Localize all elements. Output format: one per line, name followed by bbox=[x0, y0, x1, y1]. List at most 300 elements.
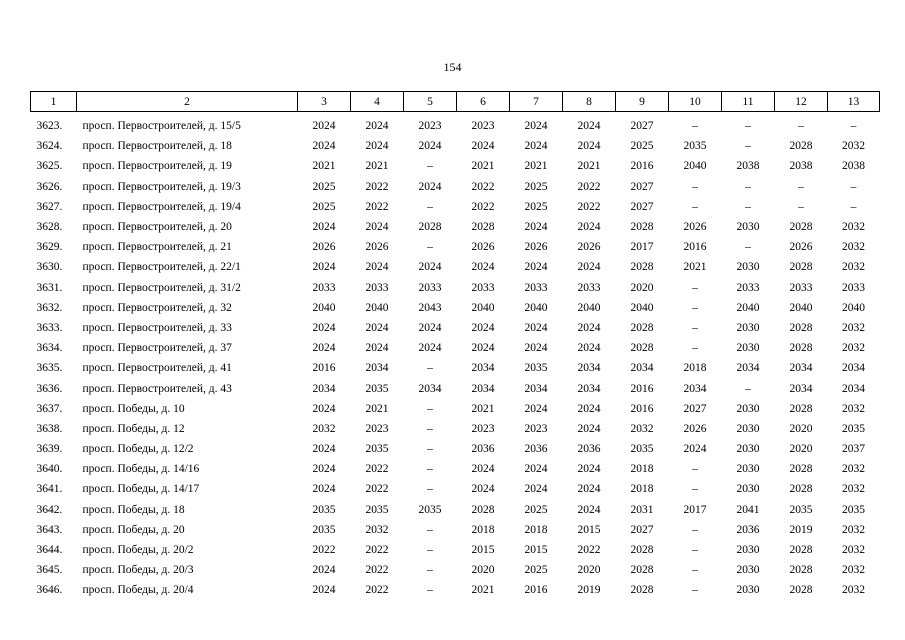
table-row bbox=[31, 112, 880, 137]
year-cell: 2028 bbox=[789, 463, 813, 476]
table-row bbox=[31, 197, 880, 217]
table-row bbox=[31, 580, 880, 600]
address-cell: просп. Первостроителей, д. 41 bbox=[82, 362, 232, 375]
year-cell: 2035 bbox=[418, 503, 442, 516]
year-cell: 2028 bbox=[630, 544, 654, 557]
year-cell: 2024 bbox=[312, 221, 336, 234]
year-cell: 2028 bbox=[630, 564, 654, 577]
row-number: 3632. bbox=[36, 301, 63, 314]
year-cell: 2027 bbox=[630, 200, 654, 213]
year-cell: 2024 bbox=[312, 483, 336, 496]
year-cell: 2026 bbox=[683, 221, 707, 234]
year-cell: – bbox=[798, 120, 804, 133]
year-cell: 2030 bbox=[736, 342, 760, 355]
column-header: 3 bbox=[298, 92, 351, 112]
year-cell: 2024 bbox=[577, 342, 601, 355]
table-row bbox=[31, 560, 880, 580]
year-cell: 2034 bbox=[312, 382, 336, 395]
address-cell: просп. Первостроителей, д. 19/3 bbox=[82, 180, 241, 193]
year-cell: 2033 bbox=[736, 281, 760, 294]
row-number: 3645. bbox=[36, 564, 63, 577]
year-cell: 2030 bbox=[736, 443, 760, 456]
address-cell: просп. Победы, д. 20/2 bbox=[82, 544, 194, 557]
year-cell: 2024 bbox=[471, 261, 495, 274]
year-cell: 2015 bbox=[471, 544, 495, 557]
year-cell: 2022 bbox=[365, 180, 389, 193]
year-cell: 2026 bbox=[312, 241, 336, 254]
row-number: 3639. bbox=[36, 443, 63, 456]
address-cell: просп. Первостроителей, д. 22/1 bbox=[82, 261, 241, 274]
year-cell: – bbox=[692, 342, 698, 355]
row-number: 3627. bbox=[36, 200, 63, 213]
year-cell: 2032 bbox=[842, 140, 865, 153]
year-cell: – bbox=[427, 402, 433, 415]
year-cell: – bbox=[850, 120, 857, 133]
year-cell: 2015 bbox=[577, 523, 601, 536]
year-cell: 2026 bbox=[524, 241, 548, 254]
year-cell: 2020 bbox=[577, 564, 601, 577]
column-header: 10 bbox=[669, 92, 722, 112]
row-number: 3646. bbox=[36, 584, 63, 597]
year-cell: 2030 bbox=[736, 584, 760, 597]
year-cell: – bbox=[692, 523, 698, 536]
year-cell: 2038 bbox=[842, 160, 865, 173]
year-cell: 2032 bbox=[842, 342, 865, 355]
year-cell: – bbox=[850, 200, 857, 213]
year-cell: 2024 bbox=[418, 321, 442, 334]
year-cell: 2025 bbox=[524, 180, 548, 193]
year-cell: – bbox=[692, 584, 698, 597]
year-cell: 2040 bbox=[524, 301, 548, 314]
year-cell: 2033 bbox=[842, 281, 865, 294]
table-body bbox=[31, 112, 880, 601]
table-row bbox=[31, 237, 880, 257]
year-cell: 2035 bbox=[312, 503, 336, 516]
year-cell: 2026 bbox=[577, 241, 601, 254]
year-cell: 2023 bbox=[418, 120, 442, 133]
row-number: 3636. bbox=[36, 382, 63, 395]
table-row bbox=[31, 338, 880, 358]
address-cell: просп. Первостроителей, д. 33 bbox=[82, 321, 232, 334]
year-cell: 2023 bbox=[471, 120, 495, 133]
address-cell: просп. Победы, д. 12 bbox=[82, 422, 185, 435]
year-cell: 2035 bbox=[683, 140, 707, 153]
year-cell: 2021 bbox=[471, 402, 495, 415]
year-cell: 2030 bbox=[736, 321, 760, 334]
year-cell: 2028 bbox=[789, 342, 813, 355]
year-cell: 2020 bbox=[471, 564, 495, 577]
year-cell: 2024 bbox=[418, 140, 442, 153]
year-cell: 2025 bbox=[524, 503, 548, 516]
year-cell: 2020 bbox=[789, 443, 813, 456]
year-cell: 2040 bbox=[365, 301, 389, 314]
year-cell: 2024 bbox=[365, 321, 389, 334]
year-cell: 2032 bbox=[842, 321, 865, 334]
year-cell: 2028 bbox=[789, 221, 813, 234]
year-cell: – bbox=[427, 463, 433, 476]
year-cell: 2017 bbox=[630, 241, 654, 254]
year-cell: 2033 bbox=[312, 281, 336, 294]
table-row bbox=[31, 136, 880, 156]
data-table bbox=[30, 91, 880, 601]
year-cell: 2024 bbox=[577, 221, 601, 234]
table-row bbox=[31, 378, 880, 398]
year-cell: 2032 bbox=[630, 422, 654, 435]
year-cell: – bbox=[427, 544, 433, 557]
row-number: 3624. bbox=[36, 140, 63, 153]
year-cell: 2043 bbox=[418, 301, 442, 314]
year-cell: 2032 bbox=[365, 523, 389, 536]
year-cell: 2021 bbox=[471, 584, 495, 597]
address-cell: просп. Первостроителей, д. 18 bbox=[82, 140, 232, 153]
year-cell: 2024 bbox=[471, 463, 495, 476]
year-cell: – bbox=[798, 180, 804, 193]
year-cell: 2024 bbox=[577, 503, 601, 516]
row-number: 3642. bbox=[36, 503, 63, 516]
year-cell: 2024 bbox=[471, 140, 495, 153]
year-cell: 2021 bbox=[524, 160, 548, 173]
year-cell: 2040 bbox=[312, 301, 336, 314]
year-cell: 2021 bbox=[471, 160, 495, 173]
year-cell: – bbox=[692, 301, 698, 314]
row-number: 3634. bbox=[36, 342, 63, 355]
year-cell: – bbox=[745, 382, 751, 395]
address-cell: просп. Победы, д. 20/3 bbox=[82, 564, 194, 577]
year-cell: 2022 bbox=[577, 544, 601, 557]
year-cell: 2028 bbox=[789, 140, 813, 153]
year-cell: 2028 bbox=[789, 544, 813, 557]
year-cell: 2027 bbox=[630, 120, 654, 133]
year-cell: – bbox=[692, 281, 698, 294]
column-header: 1 bbox=[31, 92, 77, 112]
year-cell: 2024 bbox=[312, 564, 336, 577]
year-cell: 2035 bbox=[789, 503, 813, 516]
address-cell: просп. Первостроителей, д. 31/2 bbox=[82, 281, 241, 294]
year-cell: 2040 bbox=[842, 301, 865, 314]
row-number: 3623. bbox=[36, 120, 63, 133]
year-cell: 2034 bbox=[471, 362, 495, 375]
year-cell: 2032 bbox=[842, 584, 865, 597]
year-cell: 2024 bbox=[577, 483, 601, 496]
year-cell: 2032 bbox=[842, 402, 865, 415]
year-cell: 2028 bbox=[630, 342, 654, 355]
column-header: 13 bbox=[828, 92, 880, 112]
year-cell: 2030 bbox=[736, 402, 760, 415]
year-cell: 2016 bbox=[630, 402, 654, 415]
year-cell: 2019 bbox=[789, 523, 813, 536]
year-cell: 2019 bbox=[577, 584, 601, 597]
year-cell: 2021 bbox=[577, 160, 601, 173]
year-cell: 2024 bbox=[365, 140, 389, 153]
year-cell: 2024 bbox=[312, 342, 336, 355]
year-cell: 2034 bbox=[789, 382, 813, 395]
address-cell: просп. Победы, д. 18 bbox=[82, 503, 185, 516]
year-cell: 2024 bbox=[577, 120, 601, 133]
year-cell: – bbox=[798, 200, 804, 213]
year-cell: 2033 bbox=[418, 281, 442, 294]
year-cell: 2026 bbox=[789, 241, 813, 254]
address-cell: просп. Победы, д. 12/2 bbox=[82, 443, 194, 456]
year-cell: 2026 bbox=[683, 422, 707, 435]
year-cell: 2016 bbox=[630, 382, 654, 395]
year-cell: 2035 bbox=[365, 443, 389, 456]
column-header: 6 bbox=[457, 92, 510, 112]
column-header: 12 bbox=[775, 92, 828, 112]
year-cell: 2040 bbox=[789, 301, 813, 314]
year-cell: 2028 bbox=[630, 584, 654, 597]
year-cell: 2037 bbox=[842, 443, 865, 456]
year-cell: 2021 bbox=[683, 261, 707, 274]
year-cell: 2018 bbox=[471, 523, 495, 536]
year-cell: 2018 bbox=[683, 362, 707, 375]
row-number: 3640. bbox=[36, 463, 63, 476]
year-cell: 2028 bbox=[630, 261, 654, 274]
year-cell: 2024 bbox=[524, 402, 548, 415]
year-cell: 2032 bbox=[842, 544, 865, 557]
year-cell: 2030 bbox=[736, 261, 760, 274]
year-cell: 2033 bbox=[471, 281, 495, 294]
year-cell: 2024 bbox=[365, 342, 389, 355]
row-number: 3628. bbox=[36, 221, 63, 234]
year-cell: 2028 bbox=[630, 321, 654, 334]
year-cell: 2024 bbox=[577, 140, 601, 153]
address-cell: просп. Первостроителей, д. 43 bbox=[82, 382, 232, 395]
table-row bbox=[31, 500, 880, 520]
year-cell: 2017 bbox=[683, 503, 707, 516]
year-cell: 2036 bbox=[524, 443, 548, 456]
year-cell: 2024 bbox=[524, 221, 548, 234]
year-cell: 2021 bbox=[312, 160, 336, 173]
year-cell: 2034 bbox=[577, 382, 601, 395]
year-cell: 2025 bbox=[312, 180, 336, 193]
year-cell: 2022 bbox=[365, 544, 389, 557]
row-number: 3630. bbox=[36, 261, 63, 274]
year-cell: – bbox=[427, 584, 433, 597]
table-row bbox=[31, 459, 880, 479]
year-cell: – bbox=[692, 180, 698, 193]
row-number: 3644. bbox=[36, 544, 63, 557]
year-cell: 2038 bbox=[736, 160, 760, 173]
address-cell: просп. Первостроителей, д. 15/5 bbox=[82, 120, 241, 133]
year-cell: 2022 bbox=[471, 180, 495, 193]
year-cell: 2024 bbox=[365, 261, 389, 274]
year-cell: 2024 bbox=[312, 321, 336, 334]
year-cell: – bbox=[427, 564, 433, 577]
year-cell: 2025 bbox=[524, 564, 548, 577]
year-cell: 2030 bbox=[736, 483, 760, 496]
year-cell: – bbox=[692, 321, 698, 334]
address-cell: просп. Победы, д. 14/16 bbox=[82, 463, 200, 476]
year-cell: 2022 bbox=[365, 463, 389, 476]
year-cell: 2028 bbox=[471, 503, 495, 516]
year-cell: 2034 bbox=[789, 362, 813, 375]
year-cell: 2024 bbox=[312, 463, 336, 476]
year-cell: 2025 bbox=[312, 200, 336, 213]
year-cell: 2030 bbox=[736, 544, 760, 557]
address-cell: просп. Первостроителей, д. 32 bbox=[82, 301, 232, 314]
year-cell: 2024 bbox=[577, 463, 601, 476]
address-cell: просп. Первостроителей, д. 19 bbox=[82, 160, 232, 173]
year-cell: 2026 bbox=[471, 241, 495, 254]
table-row bbox=[31, 479, 880, 499]
year-cell: 2024 bbox=[524, 342, 548, 355]
address-cell: просп. Первостроителей, д. 37 bbox=[82, 342, 232, 355]
year-cell: 2024 bbox=[418, 261, 442, 274]
year-cell: – bbox=[692, 544, 698, 557]
year-cell: 2024 bbox=[471, 342, 495, 355]
year-cell: 2022 bbox=[365, 564, 389, 577]
year-cell: 2034 bbox=[365, 362, 389, 375]
year-cell: 2020 bbox=[630, 281, 654, 294]
year-cell: 2022 bbox=[365, 584, 389, 597]
year-cell: 2034 bbox=[630, 362, 654, 375]
year-cell: 2040 bbox=[471, 301, 495, 314]
row-number: 3635. bbox=[36, 362, 63, 375]
year-cell: 2024 bbox=[524, 483, 548, 496]
year-cell: 2040 bbox=[683, 160, 707, 173]
year-cell: 2024 bbox=[577, 402, 601, 415]
year-cell: 2031 bbox=[630, 503, 654, 516]
year-cell: 2034 bbox=[524, 382, 548, 395]
year-cell: 2021 bbox=[365, 160, 389, 173]
column-header: 2 bbox=[77, 92, 298, 112]
year-cell: 2035 bbox=[842, 503, 865, 516]
year-cell: 2021 bbox=[365, 402, 389, 415]
table-header-row bbox=[31, 92, 880, 112]
year-cell: 2040 bbox=[630, 301, 654, 314]
year-cell: 2018 bbox=[524, 523, 548, 536]
row-number: 3638. bbox=[36, 422, 63, 435]
year-cell: 2035 bbox=[524, 362, 548, 375]
year-cell: 2036 bbox=[577, 443, 601, 456]
year-cell: 2035 bbox=[312, 523, 336, 536]
year-cell: – bbox=[427, 422, 433, 435]
year-cell: 2034 bbox=[418, 382, 442, 395]
year-cell: 2032 bbox=[842, 483, 865, 496]
year-cell: – bbox=[427, 523, 433, 536]
year-cell: – bbox=[745, 120, 751, 133]
year-cell: 2033 bbox=[789, 281, 813, 294]
year-cell: 2025 bbox=[524, 200, 548, 213]
table-row bbox=[31, 156, 880, 176]
year-cell: 2028 bbox=[789, 261, 813, 274]
year-cell: 2022 bbox=[365, 200, 389, 213]
year-cell: 2022 bbox=[365, 483, 389, 496]
year-cell: – bbox=[427, 362, 433, 375]
year-cell: 2027 bbox=[630, 523, 654, 536]
year-cell: 2035 bbox=[630, 443, 654, 456]
year-cell: 2036 bbox=[736, 523, 760, 536]
table-row bbox=[31, 217, 880, 237]
year-cell: 2030 bbox=[736, 221, 760, 234]
column-header: 5 bbox=[404, 92, 457, 112]
year-cell: – bbox=[692, 200, 698, 213]
year-cell: – bbox=[692, 120, 698, 133]
table-row bbox=[31, 419, 880, 439]
year-cell: 2035 bbox=[365, 503, 389, 516]
year-cell: – bbox=[427, 483, 433, 496]
year-cell: 2033 bbox=[524, 281, 548, 294]
table-row bbox=[31, 318, 880, 338]
year-cell: 2028 bbox=[789, 584, 813, 597]
year-cell: 2024 bbox=[524, 120, 548, 133]
year-cell: 2025 bbox=[630, 140, 654, 153]
year-cell: 2033 bbox=[577, 281, 601, 294]
year-cell: 2024 bbox=[312, 120, 336, 133]
year-cell: 2024 bbox=[471, 321, 495, 334]
year-cell: – bbox=[850, 180, 857, 193]
year-cell: 2024 bbox=[524, 321, 548, 334]
year-cell: 2024 bbox=[577, 321, 601, 334]
year-cell: 2028 bbox=[789, 483, 813, 496]
page-number: 154 bbox=[443, 60, 462, 74]
address-cell: просп. Первостроителей, д. 21 bbox=[82, 241, 232, 254]
year-cell: 2038 bbox=[789, 160, 813, 173]
row-number: 3631. bbox=[36, 281, 63, 294]
table-row bbox=[31, 298, 880, 318]
year-cell: 2022 bbox=[471, 200, 495, 213]
address-cell: просп. Первостроителей, д. 19/4 bbox=[82, 200, 241, 213]
year-cell: 2032 bbox=[842, 261, 865, 274]
year-cell: 2032 bbox=[842, 221, 865, 234]
year-cell: 2030 bbox=[736, 463, 760, 476]
year-cell: 2024 bbox=[312, 402, 336, 415]
year-cell: 2016 bbox=[524, 584, 548, 597]
table-row bbox=[31, 520, 880, 540]
year-cell: 2032 bbox=[842, 564, 865, 577]
row-number: 3641. bbox=[36, 483, 63, 496]
year-cell: 2024 bbox=[312, 261, 336, 274]
year-cell: 2028 bbox=[418, 221, 442, 234]
year-cell: 2023 bbox=[471, 422, 495, 435]
address-cell: просп. Победы, д. 20 bbox=[82, 523, 185, 536]
year-cell: 2028 bbox=[471, 221, 495, 234]
year-cell: 2035 bbox=[842, 422, 865, 435]
year-cell: 2024 bbox=[524, 140, 548, 153]
column-header: 4 bbox=[351, 92, 404, 112]
year-cell: – bbox=[692, 483, 698, 496]
year-cell: 2018 bbox=[630, 463, 654, 476]
year-cell: 2034 bbox=[842, 382, 865, 395]
column-header: 9 bbox=[616, 92, 669, 112]
table-row bbox=[31, 399, 880, 419]
year-cell: 2034 bbox=[471, 382, 495, 395]
year-cell: 2016 bbox=[683, 241, 707, 254]
year-cell: 2015 bbox=[524, 544, 548, 557]
column-header: 8 bbox=[563, 92, 616, 112]
year-cell: 2024 bbox=[312, 443, 336, 456]
year-cell: 2022 bbox=[577, 200, 601, 213]
year-cell: – bbox=[745, 180, 751, 193]
year-cell: 2024 bbox=[312, 140, 336, 153]
year-cell: 2034 bbox=[683, 382, 707, 395]
year-cell: 2024 bbox=[524, 261, 548, 274]
year-cell: 2027 bbox=[683, 402, 707, 415]
year-cell: 2035 bbox=[365, 382, 389, 395]
table-row bbox=[31, 177, 880, 197]
year-cell: 2024 bbox=[418, 180, 442, 193]
table-row bbox=[31, 257, 880, 277]
address-cell: просп. Победы, д. 10 bbox=[82, 402, 185, 415]
row-number: 3626. bbox=[36, 180, 63, 193]
year-cell: 2034 bbox=[577, 362, 601, 375]
row-number: 3633. bbox=[36, 321, 63, 334]
year-cell: – bbox=[692, 564, 698, 577]
year-cell: 2040 bbox=[577, 301, 601, 314]
table-row bbox=[31, 439, 880, 459]
year-cell: 2023 bbox=[365, 422, 389, 435]
year-cell: 2034 bbox=[736, 362, 760, 375]
